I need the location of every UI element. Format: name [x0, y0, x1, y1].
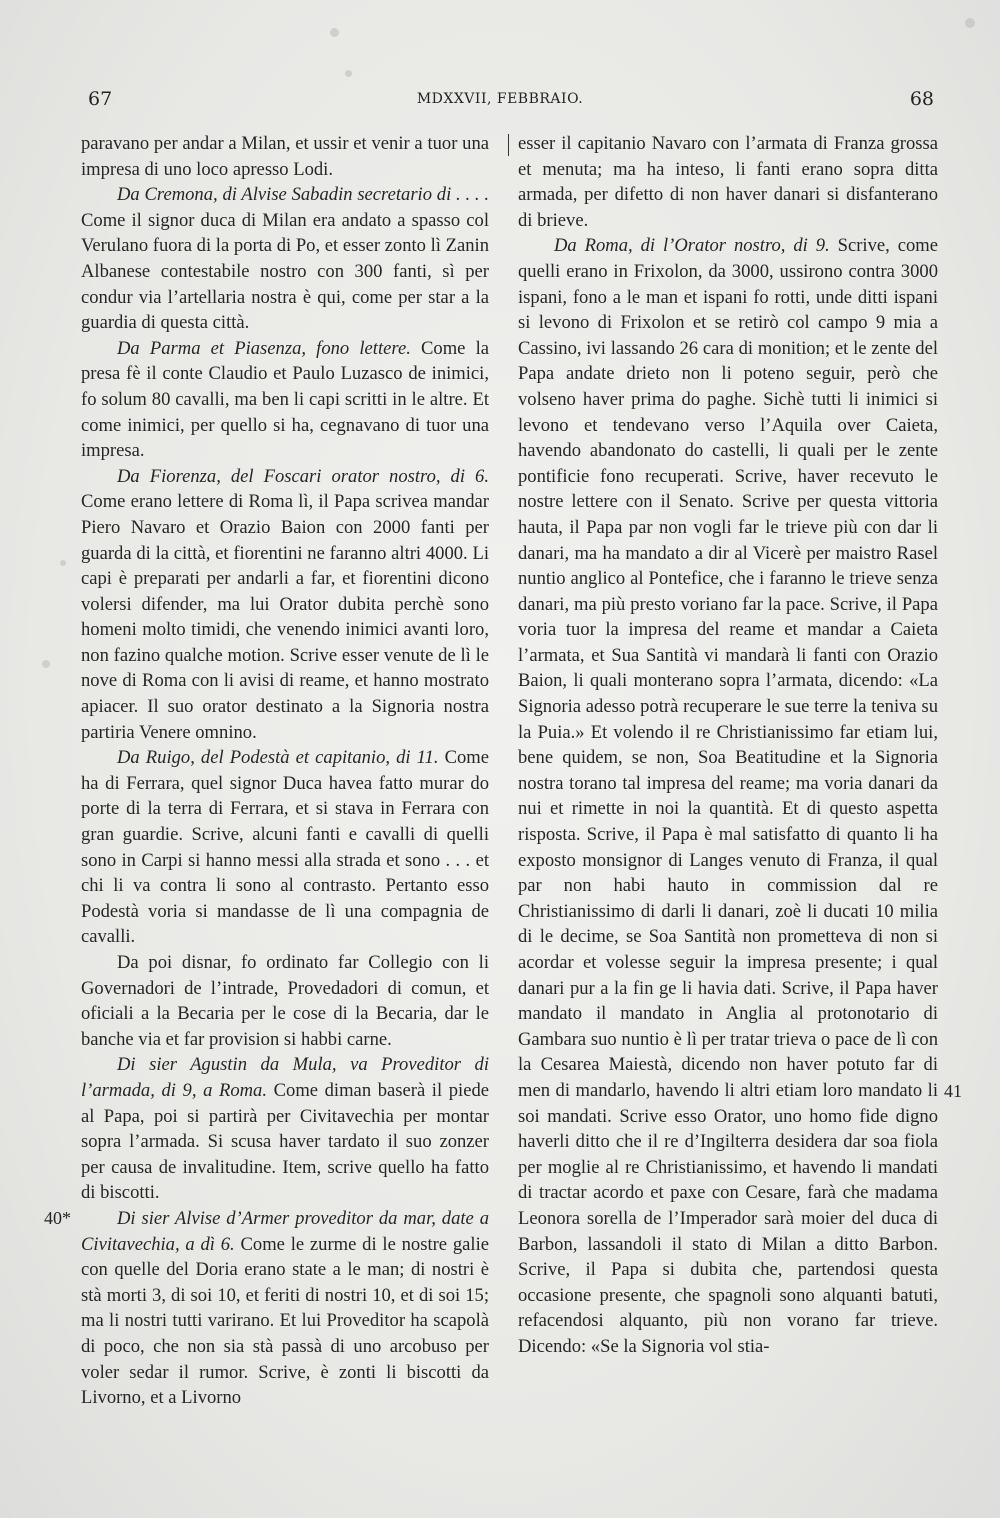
page-number-left: 67 — [88, 88, 113, 110]
paragraph — [81, 182, 489, 336]
paragraph-text: Come ha di Ferrara, quel signor Duca havea fatto murar do porte di la terra di Ferrara, et si stava in Ferrara con gran guardie. Scrive, alcuni fanti e cavalli di quelli sono in Carpi si hanno messi alla strada et sono . . . et chi li va contra li sono al contrasto. Pertanto esso Podestà voria si mandasse de lì una compagnia de cavalli. — [81, 747, 489, 948]
paragraph-lead: Da Fiorenza, del Foscari orator nostro, di 6. — [117, 465, 489, 487]
paragraph-text: Come le zurme di le nostre galie con quelle del Doria erano state a le man; di nostri è stà morti 3, di soi 10, et feriti di nostri 10, et di soi 15; ma li nostri tutti varirano. Et lui Proveditor ha scapolà di poco, che non sia stà passà di uno arcobuso per voler sedar il rumor. Scrive, è zonti li biscotti da Livorno, et a Livorno — [81, 1233, 489, 1409]
paragraph-lead: Da Roma, di l’Orator nostro, di 9. — [554, 235, 830, 257]
left-column — [81, 131, 489, 1411]
paragraph — [81, 131, 489, 182]
page-header — [0, 88, 1000, 118]
paragraph — [81, 1206, 489, 1411]
paragraph — [518, 233, 938, 1359]
margin-note-left: 40* — [44, 1208, 71, 1228]
paragraph-text: Come il signor duca di Milan era andato a spasso col Verulano fuora di la porta di Po, et esser zonto lì Zanin Albanese contestabile nostro con 300 fanti, sì per condur via l’artellaria nostra è qui, come per star a la guardia di questa città. — [81, 209, 489, 334]
page-number-right: 68 — [909, 88, 934, 110]
right-column — [518, 131, 938, 1360]
paragraph-text: esser il capitanio Navaro con l’armata di Franza grossa et menuta; ma ha inteso, li fanti erano sopra ditta armada, per difetto di non haver danari si disfanterano di brieve. — [518, 133, 938, 231]
paragraph-text: Da poi disnar, fo ordinato far Collegio con li Governadori de l’intrade, Provedadori di comun, et oficiali a la Becaria per le cose di la Becaria, dar le banche via et far provision si habbi carne. — [81, 952, 489, 1050]
paragraph-lead: Da Cremona, di Alvise Sabadin secretario di . . . . — [117, 184, 489, 206]
running-title: MDXXVII, FEBBRAIO. — [416, 91, 584, 107]
paragraph-lead: Di sier Alvise d’Armer proveditor da mar, date a Civitavechia, a dì 6. — [81, 1207, 489, 1255]
paragraph-text: Scrive, come quelli erano in Frixolon, da 3000, ussirono contra 3000 ispani, fono a le man et ispani fo rotti, unde ditti ispani si levono di Frixolon et se retirò col campo 9 mia a Cassino, ivi lassando 26 cara di monition; et le zente del Papa andate drieto non li poteno seguir, però che volseno haver prima do paghe. Sichè tutti li inimici si levono et tendevano verso l’Aquila over Caieta, havendo abandonato do castelli, li quali per le zente pontificie fono recuperati. Scrive, haver recevuto le nostre lettere con il Senato. Scrive per questa vittoria hauta, il Papa par non vogli far le trieve più con dar li danari, ma ha mandato a dir al Vicerè per maistro Rasel nuntio anglico al Pontefice, che i faranno le trieve senza danari, ma più presto voriano far la pace. Scrive, il Papa voria tuor la impresa del reame et mandar a Caieta l’armata, et Sua Santità vi mandarà li fanti con Orazio Baion, li quali monterano sopra l’armata, dicendo: «La Signoria adesso potrà recuperare le sue terre la teniva su la Puia.» Et volendo il re Christianissimo far etiam lui, bene quidem, se non, Soa Beatitudine et la Signoria nostra torano tal impresa del reame; ma voria danari da nui et rimette in noi la quantità. Et di questo aspetta risposta. Scrive, il Papa è mal satisfatto di quanto li ha exposto monsignor di Langes venuto di Franza, il qual par non habi hauto in commission dal re Christianissimo di darli li danari, zoè li ducati 10 milia di le decime, se Soa Santità non promettevа di non si acordar et volesse seguir la impresa presente; i qual danari pur a la fin ge li havia dati. Scrive, il Papa haver mandato il mandato in Anglia al protonotario di Gambara suo nuntio è lì per tratar trieva o pace de lì con la Cesarea Maiestà, dicendo non haver potuto far di men di mandarlo, havendo li altri etiam loro mandato li soi mandati. Scrive esso Orator, uno homo fide digno haverli ditto che il re d’Ingilterra desidera dar soa fiola per moglie al re Christianissimo, et havendo li mandati di tractar acordo et paxe con Cesare, farà che madama Leonora sorella de l’Imperador sarà moier del duca di Barbon, lassandoli il stato di Milan a ditto Barbon. Scrive, il Papa si dubita che, partendosi questa occasione presente, che spagnoli sono alquanti batuti, refacendosi alquanto, più non vorano far trieve. Dicendo: «Se la Signoria vol stia- — [518, 235, 938, 1357]
paragraph — [81, 464, 489, 746]
paragraph-lead: Da Parma et Piasenza, fono lettere. — [117, 337, 411, 359]
paragraph-text: paravano per andar a Milan, et ussir et venir a tuor una impresa di uno loco apresso Lodi. — [81, 133, 489, 180]
margin-note-right: 41 — [944, 1081, 962, 1101]
paragraph-lead: Da Ruigo, del Podestà et capitanio, di 11. — [117, 747, 439, 769]
paragraph-lead: Di sier Agustin da Mula, va Proveditor di l’armada, di 9, a Roma. — [81, 1054, 489, 1101]
paragraph-text: Come la presa fè il conte Claudio et Paulo Luzasco de inimici, fo solum 80 cavalli, ma ben li capi scritti in le altre. Et come inimici, per quello si ha, cegnavano di tuor una impresa. — [81, 337, 489, 462]
paragraph — [81, 745, 489, 950]
paragraph — [81, 336, 489, 464]
paragraph — [518, 131, 938, 233]
paragraph — [81, 1052, 489, 1206]
paragraph-text: Come erano lettere di Roma lì, il Papa scrivea mandar Piero Navaro et Orazio Baion con 2000 fanti per guarda di la città, et fiorentini ne faranno altri 4000. Li capi è preparati per andarli a far, et fiorentini dicono volersi difender, ma lui Orator dubita perchè sono homeni molto timidi, che venendo inimici avanti loro, non fazino qualche motion. Scrive esser venute de lì le nove di Roma con li avisi di reame, et hanno mostrato apiacer. Il suo orator destinato a la Signoria nostra partiria Venere omnino. — [81, 491, 489, 743]
paragraph — [81, 950, 489, 1052]
column-divider — [508, 134, 509, 156]
paragraph-text: Come diman baserà il piede al Papa, poi si partirà per Civitavechia per montar sopra l’armada. Si scusa haver tardato il suo zonzer per causa de invalitudine. Item, scrive quello ha fatto di biscotti. — [81, 1079, 490, 1204]
